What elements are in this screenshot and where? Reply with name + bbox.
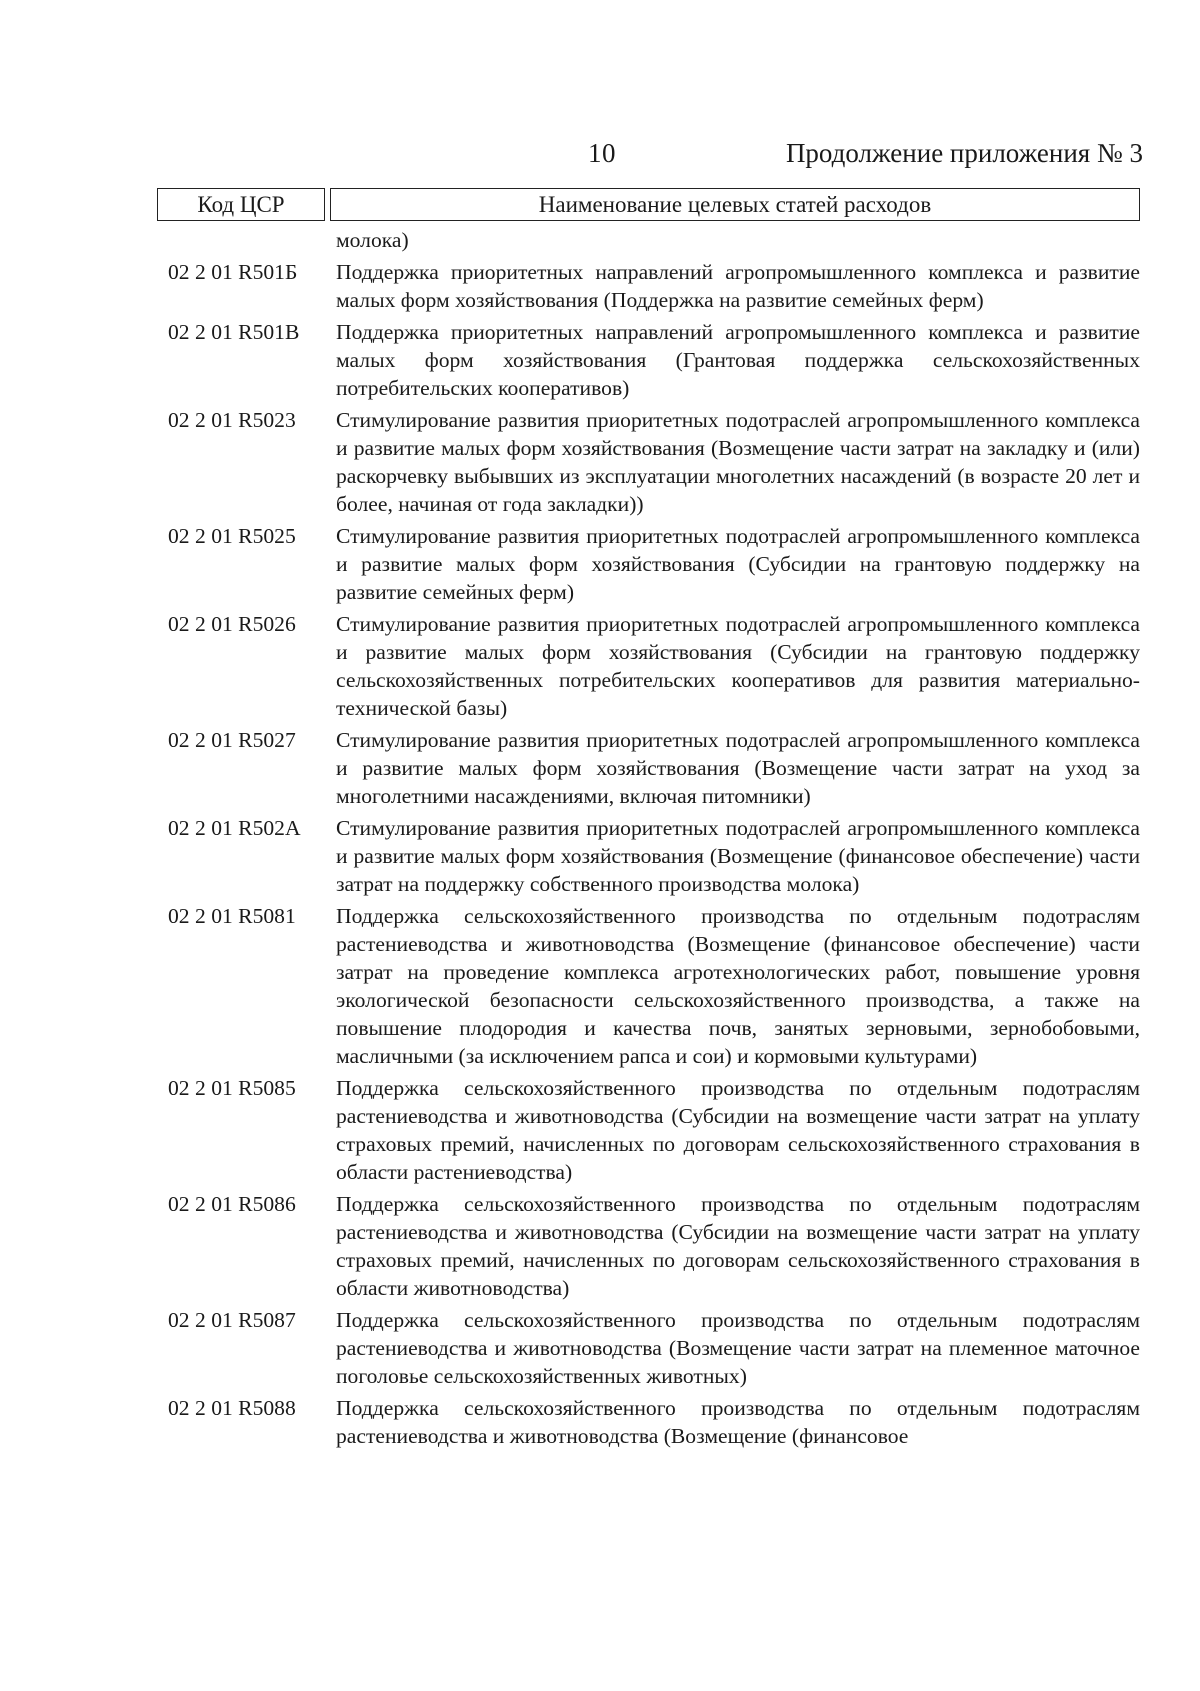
row-code: 02 2 01 R502А xyxy=(168,816,301,840)
row-text: Поддержка сельскохозяйственного производства по отдельным подотраслям растениеводства и животноводства (Субсидии на возмещение части затрат на уплату страховых премий, начисленных по договорам сельскохозяйственного страхования в области животноводства) xyxy=(336,1192,1140,1300)
row-text: Стимулирование развития приоритетных подотраслей агропромышленного комплекса и развитие малых форм хозяйствования (Возмещение (финансовое обеспечение) части затрат на поддержку собственного производства молока) xyxy=(336,816,1140,896)
table-row xyxy=(168,1306,1140,1390)
row-code: 02 2 01 R501Б xyxy=(168,260,298,284)
row-text: Поддержка сельскохозяйственного производства по отдельным подотраслям растениеводства и животноводства (Возмещение (финансовое обеспечение) части затрат на проведение комплекса агротехнологических работ, повышение уровня экологической безопасности сельскохозяйственного производства, а также на повышение плодородия и качества почв, занятых зерновыми, зернобобовыми, масличными (за исключением рапса и сои) и кормовыми культурами) xyxy=(336,904,1140,1068)
table-row xyxy=(168,1190,1140,1302)
row-code: 02 2 01 R5026 xyxy=(168,612,296,636)
row-text: Поддержка приоритетных направлений агропромышленного комплекса и развитие малых форм хозяйствования (Грантовая поддержка сельскохозяйственных потребительских кооперативов) xyxy=(336,320,1140,400)
page-number: 10 xyxy=(588,138,616,168)
header-code-label: Код ЦСР xyxy=(197,191,285,217)
row-text: Поддержка сельскохозяйственного производства по отдельным подотраслям растениеводства и животноводства (Возмещение (финансовое xyxy=(336,1396,1140,1448)
row-text: Стимулирование развития приоритетных подотраслей агропромышленного комплекса и развитие малых форм хозяйствования (Субсидии на грантовую поддержку сельскохозяйственных потребительских кооперативов для развития материально-технической базы) xyxy=(336,612,1140,720)
row-text: Стимулирование развития приоритетных подотраслей агропромышленного комплекса и развитие малых форм хозяйствования (Возмещение части затрат на закладку и (или) раскорчевку выбывших из эксплуатации многолетних насаждений (в возрасте 20 лет и более, начиная от года закладки)) xyxy=(336,408,1140,516)
row-code: 02 2 01 R5081 xyxy=(168,904,296,928)
row-code: 02 2 01 R5085 xyxy=(168,1076,296,1100)
row-code: 02 2 01 R5088 xyxy=(168,1396,296,1420)
header-name-label: Наименование целевых статей расходов xyxy=(538,191,932,217)
row-code: 02 2 01 R5086 xyxy=(168,1192,296,1216)
row-text: Поддержка сельскохозяйственного производства по отдельным подотраслям растениеводства и животноводства (Возмещение части затрат на племенное маточное поголовье сельскохозяйственных животных) xyxy=(336,1308,1140,1388)
row-code: 02 2 01 R5023 xyxy=(168,408,296,432)
row-code: 02 2 01 R5025 xyxy=(168,524,296,548)
header-code-column xyxy=(157,188,325,221)
row-code xyxy=(168,226,336,254)
row-code: 02 2 01 R5027 xyxy=(168,728,296,752)
table-row xyxy=(168,258,1140,314)
table-row xyxy=(168,814,1140,898)
table-row xyxy=(168,1074,1140,1186)
table-row xyxy=(168,226,1140,254)
table-row xyxy=(168,902,1140,1070)
row-text: Поддержка приоритетных направлений агропромышленного комплекса и развитие малых форм хозяйствования (Поддержка на развитие семейных ферм) xyxy=(336,260,1140,312)
table-row xyxy=(168,406,1140,518)
table-row xyxy=(168,1394,1140,1450)
row-text: Поддержка сельскохозяйственного производства по отдельным подотраслям растениеводства и животноводства (Субсидии на возмещение части затрат на уплату страховых премий, начисленных по договорам сельскохозяйственного страхования в области растениеводства) xyxy=(336,1076,1140,1184)
row-code: 02 2 01 R5087 xyxy=(168,1308,296,1332)
appendix-continuation-title: Продолжение приложения № 3 xyxy=(785,138,1143,168)
header-name-column xyxy=(330,188,1140,221)
table-row xyxy=(168,522,1140,606)
table-header xyxy=(157,188,1140,224)
table-row xyxy=(168,610,1140,722)
table-row xyxy=(168,726,1140,810)
row-text: Стимулирование развития приоритетных подотраслей агропромышленного комплекса и развитие малых форм хозяйствования (Возмещение части затрат на уход за многолетними насаждениями, включая питомники) xyxy=(336,728,1140,808)
table-row xyxy=(168,318,1140,402)
row-text: молока) xyxy=(336,228,409,252)
table-body xyxy=(168,226,1140,1454)
row-code: 02 2 01 R501В xyxy=(168,320,300,344)
row-text: Стимулирование развития приоритетных подотраслей агропромышленного комплекса и развитие малых форм хозяйствования (Субсидии на грантовую поддержку на развитие семейных ферм) xyxy=(336,524,1140,604)
